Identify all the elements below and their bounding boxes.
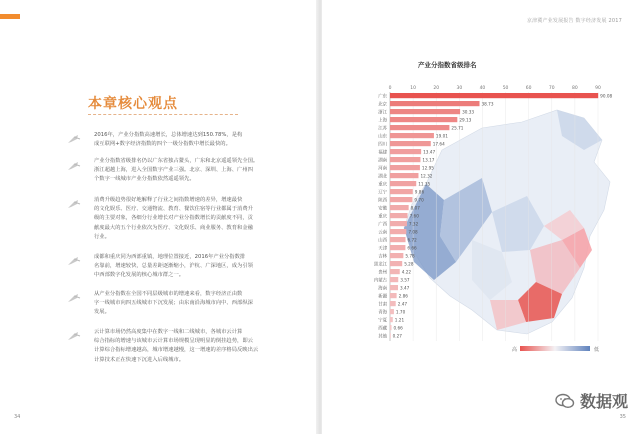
category-label: 贵州 — [378, 270, 387, 276]
bar-value-label: 13.17 — [422, 157, 435, 163]
bar-value-label: 6.66 — [407, 245, 417, 251]
text-line: 计算技术正在快速下沉进入后线城市。 — [94, 356, 185, 363]
bar — [390, 253, 403, 258]
bar — [390, 277, 398, 282]
pin-bullet-icon — [66, 292, 82, 304]
text-line: 级的主要对象，各细分行业增长对产业分指数增长的贡献度不同，贡 — [94, 215, 253, 222]
bar — [390, 157, 420, 162]
category-label: 湖北 — [378, 174, 387, 180]
bar-value-label: 4.22 — [401, 269, 412, 275]
color-scale-legend — [520, 346, 590, 351]
pin-bullet-icon — [66, 133, 82, 145]
bar-value-label: 29.13 — [459, 117, 472, 123]
bar-value-label: 3.57 — [400, 277, 410, 283]
bar-value-label: 11.35 — [418, 181, 431, 187]
category-label: 内蒙古 — [373, 278, 387, 284]
bar — [390, 221, 407, 226]
bar — [390, 93, 598, 98]
category-label: 山西 — [378, 238, 387, 244]
category-label: 广东 — [378, 94, 387, 100]
bar-value-label: 13.47 — [423, 149, 436, 155]
text-line: 2016年，产业分指数高速增长，总体增速达到150.78%，是构 — [94, 132, 243, 138]
bar-value-label: 9.86 — [414, 189, 425, 195]
pin-bullet-icon — [66, 198, 82, 210]
title-divider — [88, 114, 238, 115]
bar — [390, 141, 431, 146]
x-tick-label: 40 — [479, 86, 486, 91]
category-label: 广西 — [378, 222, 387, 228]
category-label: 黑龙江 — [373, 262, 387, 268]
bar — [390, 117, 457, 122]
province-ranking-chart — [322, 0, 640, 434]
bar-value-label: 0.27 — [392, 333, 402, 339]
x-tick-label: 30 — [456, 86, 463, 91]
bar-value-label: 7.32 — [408, 221, 419, 227]
bar-value-label: 8.07 — [410, 205, 420, 211]
bar — [390, 189, 413, 194]
text-line: 成都和重庆同为西部重镇，地理位置接近，2016年产业分指数排 — [94, 254, 246, 260]
category-label: 宁夏 — [378, 318, 387, 324]
bar-value-label: 12.95 — [421, 165, 434, 171]
x-tick-label: 20 — [433, 86, 440, 91]
text-line: 中西部数字化发展的核心城市群之一。 — [94, 272, 185, 279]
bar — [390, 165, 420, 170]
text-line: 的文化娱乐、医疗、交通物流、教育、餐饮住宿等行业都属于消费升 — [94, 206, 253, 213]
bar — [390, 333, 391, 338]
chart-title: 产业分指数省级排名 — [418, 61, 477, 69]
category-label: 辽宁 — [378, 190, 387, 196]
bar-value-label: 3.47 — [400, 285, 410, 291]
category-label: 天津 — [378, 246, 387, 252]
bar-value-label: 19.01 — [435, 133, 448, 139]
bar — [390, 205, 409, 210]
bar — [390, 237, 406, 242]
bar — [390, 269, 400, 274]
legend-low-label: 低 — [594, 347, 600, 353]
x-tick-label: 80 — [572, 86, 578, 91]
category-label: 福建 — [378, 150, 387, 156]
x-tick-label: 70 — [548, 86, 555, 91]
category-label: 安徽 — [378, 206, 387, 212]
text-line: 产业分指数省级排名仍以广东省独占鳌头，广东和北京遥遥领先全国。 — [94, 158, 259, 164]
paragraph-1 — [94, 131, 279, 149]
bar-value-label: 5.78 — [405, 253, 415, 259]
bar — [390, 229, 406, 234]
paragraph-6 — [94, 328, 279, 365]
category-label: 上海 — [378, 118, 387, 124]
bar — [390, 245, 405, 250]
category-label: 江苏 — [378, 126, 387, 132]
category-label: 北京 — [378, 102, 387, 108]
text-line: 计算综合指标增速越高，城市增速越慢，这一增速的差序格局反映出云 — [94, 347, 259, 354]
x-tick-label: 50 — [502, 86, 509, 91]
category-label: 河南 — [378, 166, 387, 172]
legend-high-label: 高 — [512, 347, 518, 353]
bar — [390, 309, 394, 314]
bar — [390, 213, 408, 218]
running-header: 京津冀产业发展报告 数字经济发展 2017 — [526, 18, 622, 24]
category-label: 四川 — [378, 142, 387, 148]
wechat-watermark — [555, 389, 628, 412]
chapter-title: 本章核心观点 — [88, 96, 178, 112]
category-label: 其他 — [378, 334, 387, 340]
bar-value-label: 2.47 — [397, 301, 408, 307]
paragraph-4 — [94, 253, 279, 281]
bar — [390, 181, 416, 186]
category-label: 西藏 — [378, 326, 387, 332]
bar-value-label: 9.70 — [414, 197, 424, 203]
bar — [390, 261, 402, 266]
text-line: 字一线城市向四五线城市下沉发展；由东南沿海城市向中、西部纵深 — [94, 300, 253, 307]
category-label: 山东 — [378, 134, 387, 140]
text-line: 浙江超越上海，进入全国数字产业三强。北京、深圳、上海、广州四 — [94, 167, 253, 174]
bar — [390, 125, 449, 130]
bar — [390, 197, 412, 202]
category-label: 浙江 — [378, 110, 387, 116]
category-label: 新疆 — [378, 294, 387, 300]
category-label: 吉林 — [378, 254, 387, 260]
bar-value-label: 17.64 — [432, 141, 445, 147]
bar — [390, 133, 434, 138]
bar — [390, 109, 460, 114]
bar — [390, 101, 480, 106]
text-line: 发展。 — [94, 309, 110, 316]
bar-value-label: 7.60 — [409, 213, 419, 219]
bar-value-label: 12.32 — [420, 173, 433, 179]
paragraph-5 — [94, 290, 279, 318]
x-tick-label: 10 — [410, 86, 416, 91]
bar-value-label: 2.86 — [398, 293, 408, 299]
x-tick-label: 60 — [525, 86, 532, 91]
text-line: 成互联网+数字经济指数的四个一级分指数中增长最快的。 — [94, 141, 231, 148]
pin-bullet-icon — [66, 330, 82, 342]
text-line: 综合指标的增速与该城市云计算市场规模呈现明显的倒挂趋势，即云 — [94, 338, 253, 345]
page-number-left: 34 — [14, 414, 21, 420]
text-line: 名靠前，增速较快，总量差距逐渐缩小，沪杭、广深地区，成为引领 — [94, 263, 253, 270]
paragraph-3 — [94, 196, 279, 242]
text-line: 云计算市场仍然高度集中在数字一线和二线城市，各城市云计算 — [94, 329, 243, 335]
category-label: 重庆 — [378, 182, 387, 188]
bar-value-label: 1.21 — [394, 317, 405, 323]
text-line: 个数字一线城市产业分指数依然遥遥领先。 — [94, 176, 195, 183]
paragraph-2 — [94, 157, 279, 185]
bar — [390, 293, 397, 298]
bar-value-label: 38.73 — [481, 101, 494, 107]
text-line: 献度最大的五个行业依次为医疗、文化娱乐、商业服务、教育和金融 — [94, 224, 253, 231]
bar-value-label: 5.28 — [404, 261, 414, 267]
x-tick-label: 0 — [388, 86, 392, 91]
right-page — [322, 0, 640, 434]
bar — [390, 173, 418, 178]
category-label: 云南 — [378, 230, 387, 236]
bar-value-label: 90.08 — [600, 93, 613, 99]
bar — [390, 317, 393, 322]
bar-value-label: 25.71 — [451, 125, 464, 131]
x-tick-label: 90 — [595, 86, 601, 91]
wechat-icon — [555, 393, 575, 409]
category-label: 湖南 — [378, 158, 387, 164]
orange-corner-mark — [0, 14, 20, 19]
category-label: 海南 — [378, 286, 387, 292]
category-label: 青海 — [378, 310, 387, 316]
pin-bullet-icon — [66, 160, 82, 172]
text-line: 行业。 — [94, 233, 110, 240]
bar-value-label: 30.33 — [462, 109, 475, 115]
pin-bullet-icon — [66, 255, 82, 267]
text-line: 从产业分指数在全国不同层级城市的增速来看，数字经济正由数 — [94, 291, 243, 297]
category-label: 重庆 — [378, 214, 387, 220]
category-label: 陕西 — [378, 198, 387, 204]
page-number-right: 35 — [619, 414, 626, 420]
bar — [390, 285, 398, 290]
bar — [390, 301, 396, 306]
bar-value-label: 1.70 — [395, 309, 406, 315]
text-line: 消费升级趋势很好地解释了行业之间指数增速的差异，增速最快 — [94, 197, 243, 203]
category-label: 甘肃 — [378, 302, 387, 308]
bar-value-label: 6.72 — [407, 237, 417, 243]
left-page — [0, 0, 318, 434]
bar-value-label: 7.08 — [408, 229, 418, 235]
bar — [390, 149, 421, 154]
bar-value-label: 0.66 — [393, 325, 403, 331]
watermark-text: 数据观 — [579, 392, 628, 411]
bar — [390, 325, 392, 330]
